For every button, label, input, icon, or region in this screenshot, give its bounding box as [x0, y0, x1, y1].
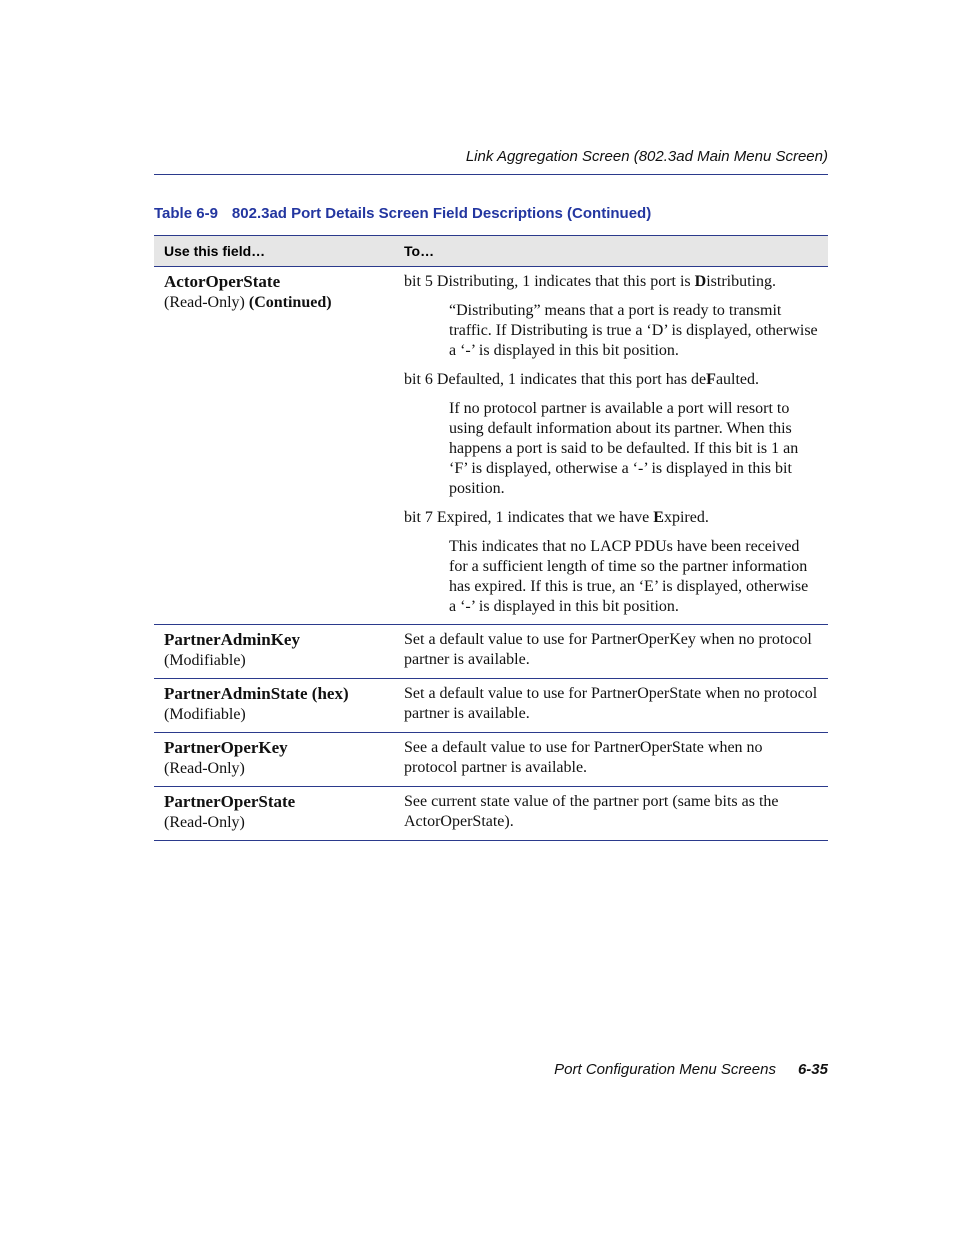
bit-text: aulted.	[715, 371, 760, 388]
table-row-actor-oper-state	[154, 267, 828, 625]
field-access: (Modifiable)	[164, 652, 246, 669]
bit-text: bit 5 Distributing, 1 indicates that this port is	[404, 273, 695, 290]
bit-text: istributing.	[706, 273, 776, 290]
header-rule	[154, 174, 828, 175]
field-description-table	[154, 235, 828, 841]
field-cell	[154, 625, 394, 679]
footer-title: Port Configuration Menu Screens	[554, 1061, 776, 1078]
running-header: Link Aggregation Screen (802.3ad Main Menu Screen)	[465, 148, 828, 165]
field-name: PartnerAdminState (hex)	[164, 684, 349, 703]
bit-letter: E	[653, 509, 664, 526]
field-access	[164, 293, 394, 313]
field-access: (Read-Only)	[164, 814, 245, 831]
field-cell	[154, 787, 394, 841]
field-access-text: (Read-Only)	[164, 294, 245, 311]
bit-6-explanation: If no protocol partner is available a port will resort to using default information about its partner. When this happens a port is said to be defaulted. If this bit is 1 an ‘F’ is displayed, otherwise a ‘-’ is displayed in this bit position.	[449, 400, 799, 497]
bit-7-explanation: This indicates that no LACP PDUs have been received for a sufficient length of time so the partner information has expired. If this is true, an ‘E’ is displayed, otherwise a ‘-’ is displayed in this bit position.	[449, 538, 809, 615]
description-cell	[394, 267, 828, 625]
description-cell: Set a default value to use for PartnerOperState when no protocol partner is available.	[394, 679, 828, 733]
bit-letter: D	[694, 273, 707, 290]
table-row-partner-admin-state	[154, 679, 828, 733]
bit-text: bit 7 Expired, 1 indicates that we have	[404, 509, 654, 526]
field-access: (Read-Only)	[164, 760, 245, 777]
table-row-partner-oper-state	[154, 787, 828, 841]
column-header-to: To…	[394, 236, 828, 267]
table-caption-number: Table 6-9	[154, 205, 218, 222]
table-caption-title: 802.3ad Port Details Screen Field Descriptions (Continued)	[231, 205, 652, 222]
running-footer	[154, 1061, 828, 1078]
description-cell: See a default value to use for PartnerOperState when no protocol partner is available.	[394, 733, 828, 787]
bit-5-explanation: “Distributing” means that a port is ready to transmit traffic. If Distributing is true a ‘D’ is displayed, otherwise a ‘-’ is displayed in this bit position.	[449, 302, 818, 359]
column-header-field: Use this field…	[154, 236, 394, 267]
field-cell	[154, 733, 394, 787]
field-cell	[154, 679, 394, 733]
bit-text: xpired.	[663, 509, 709, 526]
bit-letter: F	[706, 371, 716, 388]
field-name: ActorOperState	[164, 272, 281, 291]
description-cell: Set a default value to use for PartnerOperKey when no protocol partner is available.	[394, 625, 828, 679]
bit-5-line	[404, 272, 818, 292]
table-caption	[154, 205, 828, 222]
description-cell: See current state value of the partner port (same bits as the ActorOperState).	[394, 787, 828, 841]
bit-7-line	[404, 508, 818, 528]
bit-text: bit 6 Defaulted, 1 indicates that this port has de	[404, 371, 707, 388]
field-cell	[154, 267, 394, 625]
table-header-row	[154, 236, 828, 267]
field-name: PartnerAdminKey	[164, 630, 300, 649]
page-number: 6-35	[797, 1061, 828, 1078]
field-continued: (Continued)	[248, 294, 332, 311]
table-row-partner-admin-key	[154, 625, 828, 679]
field-name: PartnerOperState	[164, 792, 296, 811]
bit-6-line	[404, 370, 818, 390]
field-name: PartnerOperKey	[164, 738, 288, 757]
table-row-partner-oper-key	[154, 733, 828, 787]
field-access: (Modifiable)	[164, 706, 246, 723]
